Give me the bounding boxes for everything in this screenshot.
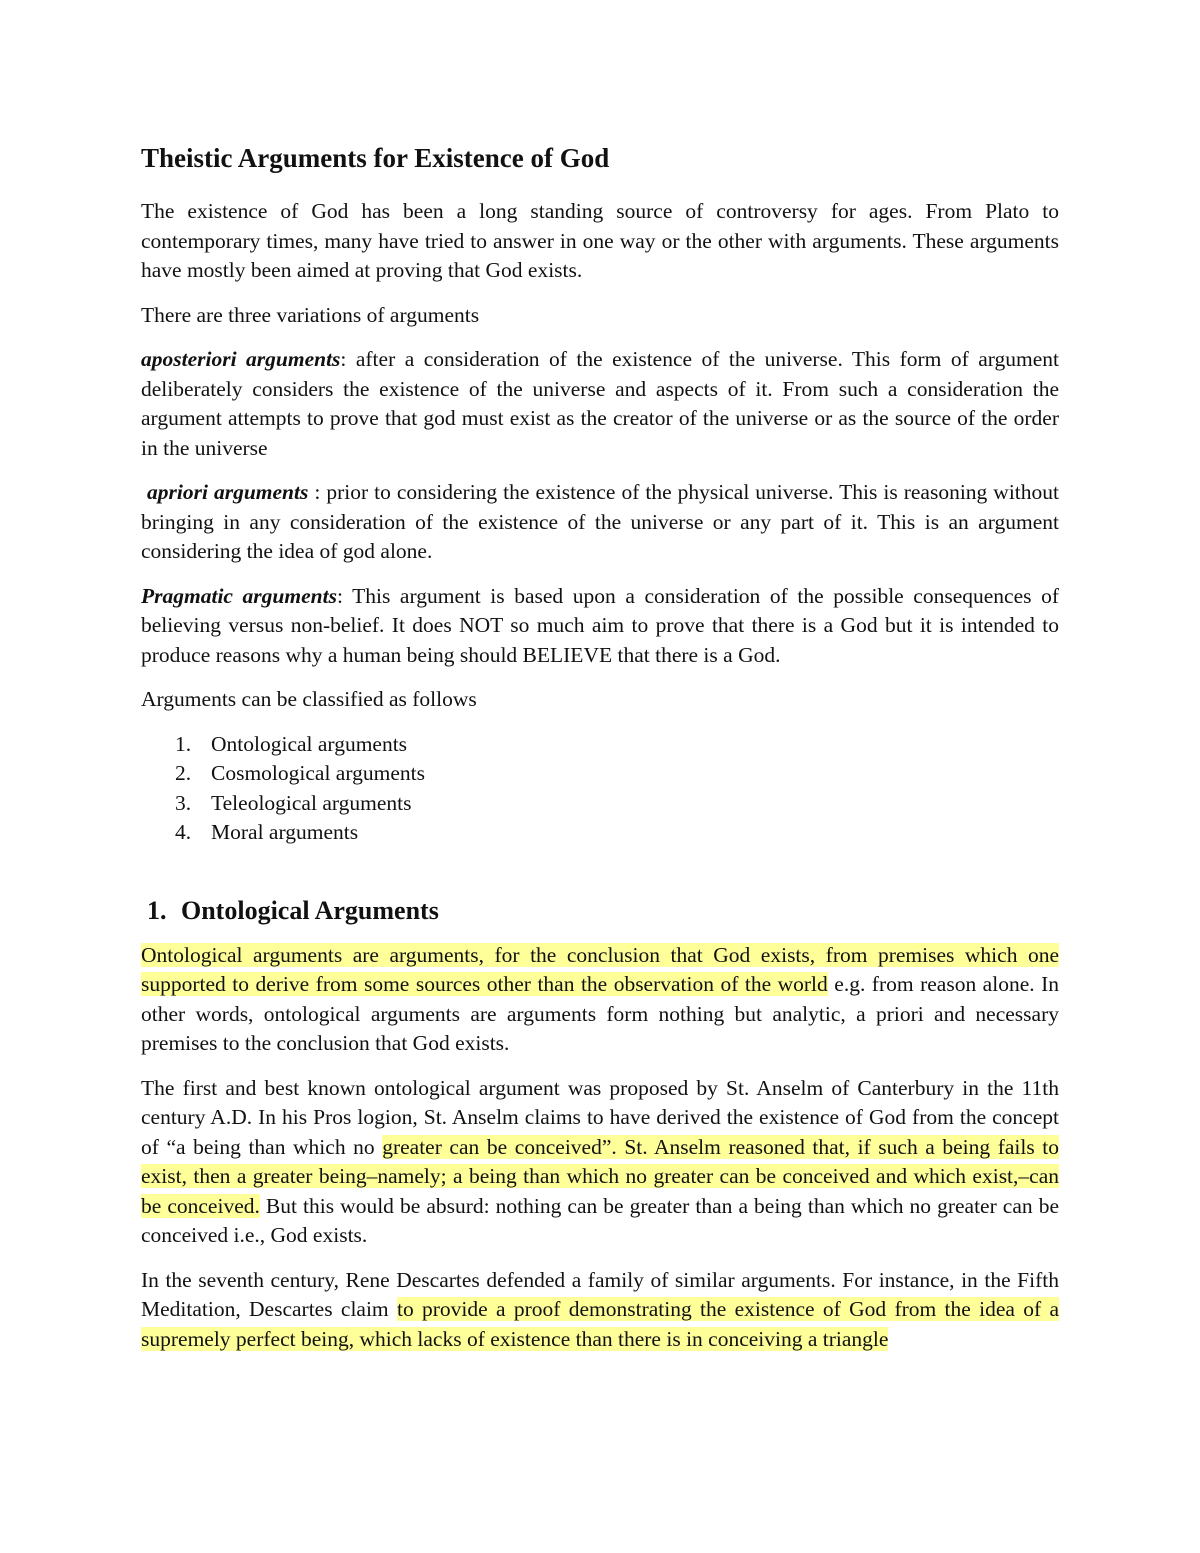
variations-intro: There are three variations of arguments [141,302,480,327]
list-item [141,789,1059,819]
descartes-paragraph [141,1266,1059,1355]
section-number: 1. [147,895,167,925]
aposteriori-text: : after a consideration of the existence of the universe. This form of argument deliberately considers the existence of the universe and aspects of it. From such a consideration the argument attempts to prove that god must exist as the creator of the universe or as the source of the order in the universe [141,347,1060,460]
list-item-number: 2. [175,761,192,785]
ontological-definition-paragraph [141,941,1059,1059]
highlighted-text: Ontological arguments are arguments, for the conclusion that God exists, from premises which one supported to derive from some sources other than the observation of the world [141,942,1059,996]
paragraph-text: But this would be absurd: nothing can be greater than a being than which no greater can be conceived i.e., God exists. [141,1193,1059,1247]
list-item-number: 1. [175,731,192,756]
paragraph-text: e.g. from reason alone. In other words, ontological arguments are arguments form nothing but analytic, a priori and necessary premises to the conclusion that God exists. [141,972,1060,1055]
list-item-label: Teleological arguments [211,790,412,815]
highlighted-text: to provide a proof demonstrating the existence of God from the idea of a supremely perfect being, [141,1297,1059,1351]
highlighted-text: which lacks of existence than there is in conceiving a triangle [354,1326,889,1351]
list-item [141,730,1059,760]
argument-list [141,730,1059,848]
list-item-number: 4. [175,820,192,844]
list-item-label: Moral arguments [211,820,359,844]
apriori-text: : prior to considering the existence of the physical universe. This is reasoning without bringing in any consideration of the existence of the universe or any part of it. This is an argument considering the idea of god alone. [141,480,1059,563]
document-title: Theistic Arguments for Existence of God [141,143,610,173]
intro-paragraph: The existence of God has been a long standing source of controversy for ages. From Plato to contemporary times, many have tried to answer in one way or the other with arguments. These arguments have mostly been aimed at proving that God exists. [141,199,1059,282]
apriori-paragraph [141,478,1059,567]
list-item-label: Cosmological arguments [211,761,425,785]
list-item [141,818,1059,848]
pragmatic-paragraph [141,582,1059,671]
apriori-term: apriori arguments [147,480,309,504]
section-title: Ontological Arguments [181,895,439,925]
aposteriori-term: aposteriori arguments [141,347,341,371]
aposteriori-paragraph [141,345,1059,463]
pragmatic-term: Pragmatic arguments [141,583,337,608]
list-item-number: 3. [175,790,192,815]
paragraph-text: The first and best known ontological argument was proposed by St. Anselm of Canterbury in the 11th century A.D. In his Pros logion, St. Anselm claims to have derived the existence of God from the concept of “a being than which no [141,1075,1059,1159]
highlighted-text: greater can be conceived”. St. Anselm reasoned that, if such a being fails to exist, then a greater being–namely; a being than which no greater can be conceived and which exist,–can be conceived. [141,1134,1059,1218]
section-heading [141,893,1059,929]
classified-intro: Arguments can be classified as follows [141,687,477,711]
paragraph-text: In the seventh century, Rene Descartes defended a family of similar arguments. For instance, in the Fifth Meditation, Descartes claim [141,1267,1059,1321]
list-item-label: Ontological arguments [211,731,408,756]
page-content [141,140,1059,1369]
anselm-paragraph [141,1074,1059,1251]
pragmatic-text: : This argument is based upon a consideration of the possible consequences of believing versus non-belief. It does NOT so much aim to prove that there is a God but it is intended to produce reasons why a human being should BELIEVE that there is a God. [141,583,1059,667]
list-item [141,759,1059,789]
